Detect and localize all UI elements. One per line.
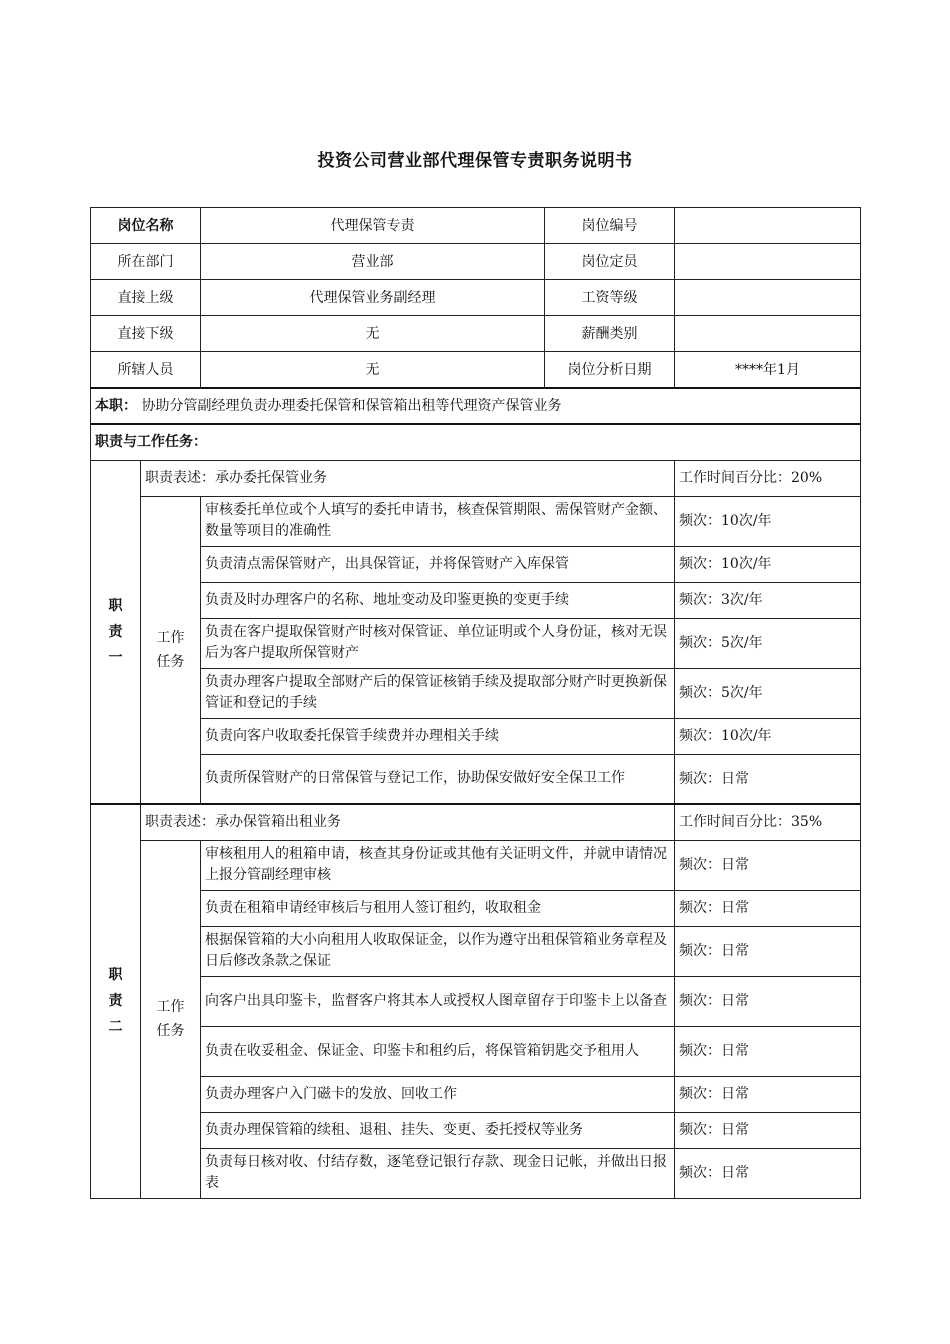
header-value — [675, 280, 861, 316]
task-row — [91, 840, 861, 890]
task-text: 根据保管箱的大小向租用人收取保证金，以作为遵守出租保管箱业务章程及日后修改条款之保证 — [201, 926, 675, 976]
document-title: 投资公司营业部代理保管专责职务说明书 — [317, 151, 633, 171]
task-row — [91, 890, 861, 926]
header-value: 代理保管业务副经理 — [201, 280, 545, 316]
task-row — [91, 754, 861, 804]
task-text: 向客户出具印鉴卡，监督客户将其本人或授权人图章留存于印鉴卡上以备查 — [201, 976, 675, 1026]
task-label-text: 工作任务 — [156, 629, 185, 670]
duty-desc-row — [91, 804, 861, 840]
task-text: 负责在收妥租金、保证金、印鉴卡和租约后，将保管箱钥匙交予租用人 — [201, 1026, 675, 1076]
header-label: 直接下级 — [91, 316, 201, 352]
task-row — [91, 1026, 861, 1076]
task-frequency: 频次：10次/年 — [675, 718, 861, 754]
task-row — [91, 496, 861, 546]
header-label: 岗位名称 — [91, 208, 201, 244]
duty-percent: 工作时间百分比：20% — [675, 460, 861, 496]
duty-desc: 职责表述：承办委托保管业务 — [141, 460, 675, 496]
task-row — [91, 546, 861, 582]
header-label: 岗位编号 — [545, 208, 675, 244]
task-frequency: 频次：10次/年 — [675, 546, 861, 582]
header-row — [91, 244, 861, 280]
header-label: 岗位定员 — [545, 244, 675, 280]
task-text: 负责办理客户入门磁卡的发放、回收工作 — [201, 1076, 675, 1112]
task-row — [91, 926, 861, 976]
task-label — [141, 496, 201, 804]
task-frequency: 频次：日常 — [675, 1076, 861, 1112]
task-text: 负责每日核对收、付结存数，逐笔登记银行存款、现金日记帐，并做出日报表 — [201, 1148, 675, 1198]
task-row — [91, 1148, 861, 1198]
task-frequency: 频次：日常 — [675, 1026, 861, 1076]
task-frequency: 频次：日常 — [675, 926, 861, 976]
header-value: 无 — [201, 316, 545, 352]
task-text: 负责向客户收取委托保管手续费并办理相关手续 — [201, 718, 675, 754]
task-row — [91, 718, 861, 754]
task-row — [91, 1076, 861, 1112]
duty-label — [91, 804, 141, 1198]
benzhi-text: 协助分管副经理负责办理委托保管和保管箱出租等代理资产保管业务 — [141, 398, 562, 414]
section-row — [91, 424, 861, 460]
task-frequency: 频次：日常 — [675, 1112, 861, 1148]
header-value: ****年1月 — [675, 352, 861, 389]
task-frequency: 频次：日常 — [675, 754, 861, 804]
task-text: 负责及时办理客户的名称、地址变动及印鉴更换的变更手续 — [201, 582, 675, 618]
task-text: 负责办理客户提取全部财产后的保管证核销手续及提取部分财产时更换新保管证和登记的手续 — [201, 668, 675, 718]
duty-label — [91, 460, 141, 804]
task-frequency: 频次：日常 — [675, 1148, 861, 1198]
header-row — [91, 352, 861, 389]
header-value: 无 — [201, 352, 545, 389]
task-label-text: 工作任务 — [156, 999, 185, 1039]
header-row — [91, 316, 861, 352]
header-label: 工资等级 — [545, 280, 675, 316]
duty-label-text: 职责一 — [108, 597, 123, 666]
task-row — [91, 618, 861, 668]
header-label: 薪酬类别 — [545, 316, 675, 352]
header-label: 所辖人员 — [91, 352, 201, 389]
header-row — [91, 208, 861, 244]
task-frequency: 频次：日常 — [675, 840, 861, 890]
header-value — [675, 208, 861, 244]
task-text: 负责办理保管箱的续租、退租、挂失、变更、委托授权等业务 — [201, 1112, 675, 1148]
job-description-table — [90, 207, 861, 1199]
task-text: 负责清点需保管财产，出具保管证，并将保管财产入库保管 — [201, 546, 675, 582]
task-text: 负责在租箱申请经审核后与租用人签订租约，收取租金 — [201, 890, 675, 926]
task-text: 审核租用人的租箱申请，核查其身份证或其他有关证明文件，并就申请情况上报分管副经理审核 — [201, 840, 675, 890]
task-frequency: 频次：5次/年 — [675, 618, 861, 668]
header-value — [675, 316, 861, 352]
duty-label-text: 职责二 — [108, 967, 123, 1036]
header-label: 直接上级 — [91, 280, 201, 316]
benzhi-row — [91, 388, 861, 424]
header-row — [91, 280, 861, 316]
duty-desc: 职责表述：承办保管箱出租业务 — [141, 804, 675, 840]
task-row — [91, 668, 861, 718]
task-frequency: 频次：3次/年 — [675, 582, 861, 618]
header-value: 营业部 — [201, 244, 545, 280]
duty-percent: 工作时间百分比：35% — [675, 804, 861, 840]
task-label — [141, 840, 201, 1198]
task-frequency: 频次：10次/年 — [675, 496, 861, 546]
task-row — [91, 582, 861, 618]
task-text: 审核委托单位或个人填写的委托申请书，核查保管期限、需保管财产金额、数量等项目的准确性 — [201, 496, 675, 546]
task-text: 负责在客户提取保管财产时核对保管证、单位证明或个人身份证，核对无误后为客户提取所保管财产 — [201, 618, 675, 668]
task-row — [91, 1112, 861, 1148]
header-value — [675, 244, 861, 280]
task-row — [91, 976, 861, 1026]
header-label: 所在部门 — [91, 244, 201, 280]
header-label: 岗位分析日期 — [545, 352, 675, 389]
task-frequency: 频次：日常 — [675, 890, 861, 926]
task-text: 负责所保管财产的日常保管与登记工作，协助保安做好安全保卫工作 — [201, 754, 675, 804]
header-value: 代理保管专责 — [201, 208, 545, 244]
duty-desc-row — [91, 460, 861, 496]
task-frequency: 频次：5次/年 — [675, 668, 861, 718]
task-frequency: 频次：日常 — [675, 976, 861, 1026]
section-label: 职责与工作任务： — [91, 424, 861, 460]
benzhi-label: 本职： — [95, 398, 137, 414]
